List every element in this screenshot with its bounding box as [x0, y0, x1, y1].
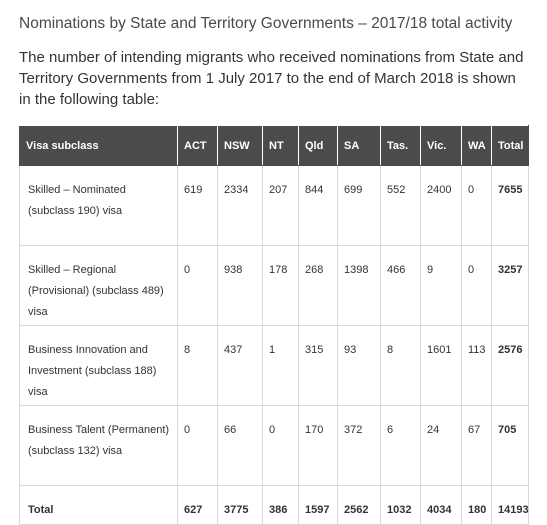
total-grand: 14193 [492, 486, 529, 525]
cell-nsw: 437 [218, 326, 263, 406]
header-nt: NT [263, 126, 299, 166]
header-total: Total [492, 126, 529, 166]
total-nt: 386 [263, 486, 299, 525]
cell-sa: 372 [338, 406, 381, 486]
cell-tas: 8 [381, 326, 421, 406]
header-act: ACT [178, 126, 218, 166]
total-tas: 1032 [381, 486, 421, 525]
table-row [20, 326, 529, 406]
cell-vic: 2400 [421, 166, 462, 246]
cell-total: 7655 [492, 166, 529, 246]
nominations-table [19, 125, 529, 525]
header-tas: Tas. [381, 126, 421, 166]
cell-wa: 67 [462, 406, 492, 486]
cell-nsw: 938 [218, 246, 263, 326]
cell-qld: 844 [299, 166, 338, 246]
cell-vic: 24 [421, 406, 462, 486]
cell-total: 2576 [492, 326, 529, 406]
table-row [20, 406, 529, 486]
table-row [20, 246, 529, 326]
cell-nt: 207 [263, 166, 299, 246]
total-wa: 180 [462, 486, 492, 525]
cell-nsw: 2334 [218, 166, 263, 246]
cell-tas: 6 [381, 406, 421, 486]
cell-sa: 699 [338, 166, 381, 246]
visa-cell: Skilled – Nominated (subclass 190) visa [20, 166, 178, 246]
cell-qld: 170 [299, 406, 338, 486]
cell-sa: 93 [338, 326, 381, 406]
total-qld: 1597 [299, 486, 338, 525]
visa-cell: Business Innovation and Investment (subclass 188) visa [20, 326, 178, 406]
total-act: 627 [178, 486, 218, 525]
cell-qld: 315 [299, 326, 338, 406]
cell-act: 0 [178, 246, 218, 326]
cell-vic: 1601 [421, 326, 462, 406]
cell-total: 3257 [492, 246, 529, 326]
visa-cell: Skilled – Regional (Provisional) (subclass 489) visa [20, 246, 178, 326]
header-wa: WA [462, 126, 492, 166]
page-title: Nominations by State and Territory Governments – 2017/18 total activity [19, 15, 513, 32]
header-nsw: NSW [218, 126, 263, 166]
intro-paragraph: The number of intending migrants who received nominations from State and Territory Governments from 1 July 2017 to the end of March 2018 is shown in the following table: [19, 49, 524, 108]
header-visa-subclass: Visa subclass [20, 126, 178, 166]
table-row [20, 166, 529, 246]
cell-nt: 178 [263, 246, 299, 326]
header-sa: SA [338, 126, 381, 166]
total-nsw: 3775 [218, 486, 263, 525]
table-header-row [20, 126, 529, 166]
page-content [19, 14, 529, 516]
cell-wa: 113 [462, 326, 492, 406]
cell-nt: 0 [263, 406, 299, 486]
cell-total: 705 [492, 406, 529, 486]
header-vic: Vic. [421, 126, 462, 166]
cell-wa: 0 [462, 166, 492, 246]
cell-qld: 268 [299, 246, 338, 326]
cell-nt: 1 [263, 326, 299, 406]
cell-act: 0 [178, 406, 218, 486]
cell-nsw: 66 [218, 406, 263, 486]
cell-sa: 1398 [338, 246, 381, 326]
cell-wa: 0 [462, 246, 492, 326]
total-sa: 2562 [338, 486, 381, 525]
cell-act: 8 [178, 326, 218, 406]
header-qld: Qld [299, 126, 338, 166]
total-vic: 4034 [421, 486, 462, 525]
cell-vic: 9 [421, 246, 462, 326]
cell-tas: 552 [381, 166, 421, 246]
visa-cell: Business Talent (Permanent) (subclass 132) visa [20, 406, 178, 486]
table-total-row [20, 486, 529, 525]
cell-act: 619 [178, 166, 218, 246]
total-label: Total [20, 486, 178, 525]
cell-tas: 466 [381, 246, 421, 326]
